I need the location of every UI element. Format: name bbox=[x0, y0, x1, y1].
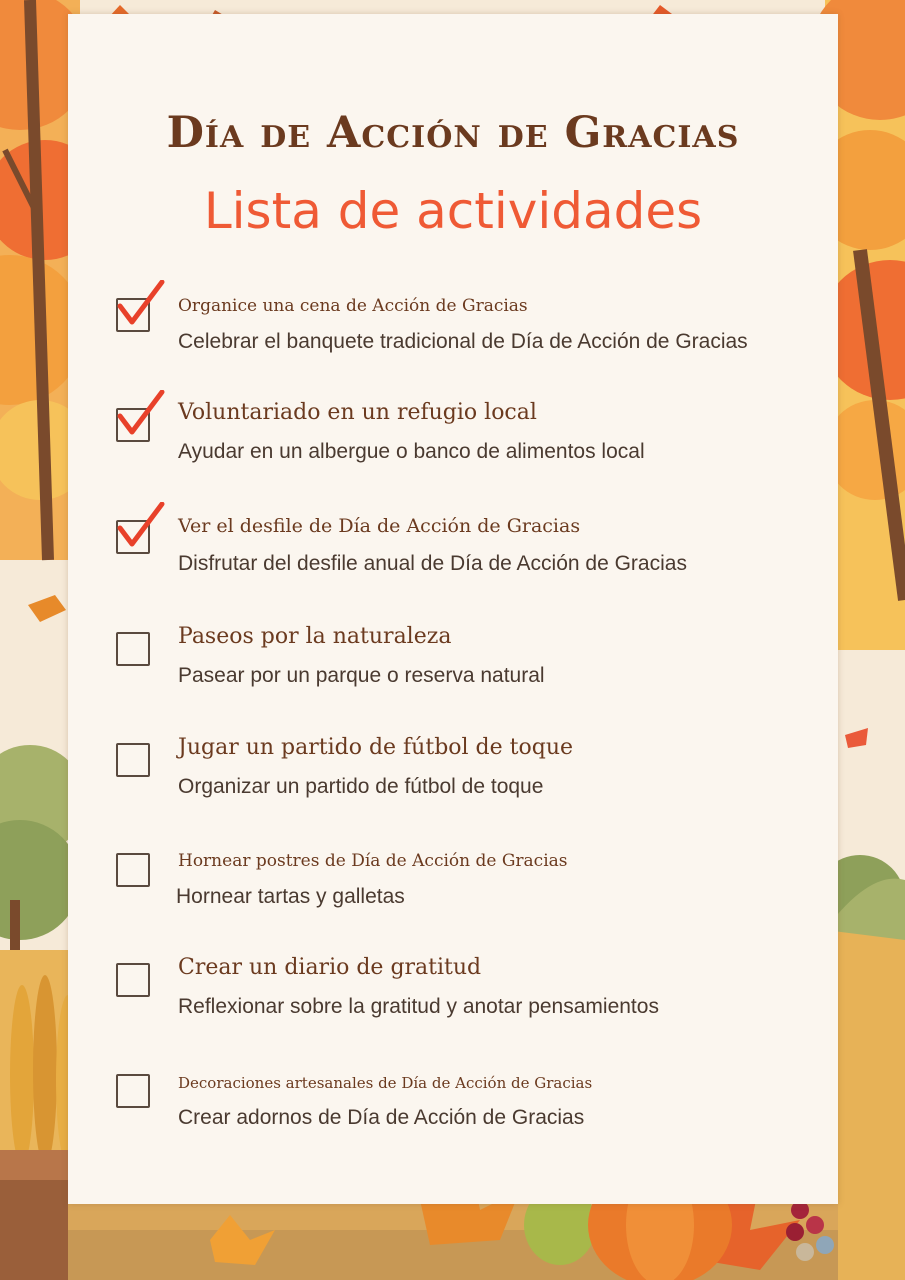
activity-description: Crear adornos de Día de Acción de Gracias bbox=[178, 1106, 585, 1129]
activity-description: Hornear tartas y galletas bbox=[176, 885, 405, 908]
page-title: Día de Acción de Gracias bbox=[166, 108, 740, 158]
activity-item bbox=[114, 396, 814, 496]
activity-description: Ayudar en un albergue o banco de alimentos local bbox=[178, 440, 645, 463]
checkbox-icon[interactable] bbox=[116, 743, 150, 777]
activity-description: Pasear por un parque o reserva natural bbox=[178, 664, 545, 687]
checkbox-icon[interactable] bbox=[116, 408, 150, 442]
activity-title: Jugar un partido de fútbol de toque bbox=[178, 735, 574, 760]
activity-title: Hornear postres de Día de Acción de Gracias bbox=[178, 851, 568, 871]
activity-description: Celebrar el banquete tradicional de Día de Acción de Gracias bbox=[178, 330, 748, 353]
activity-title: Paseos por la naturaleza bbox=[178, 624, 452, 649]
activity-title: Voluntariado en un refugio local bbox=[178, 400, 537, 425]
activity-item bbox=[114, 731, 814, 831]
checkbox-icon[interactable] bbox=[116, 298, 150, 332]
checkbox-icon[interactable] bbox=[116, 520, 150, 554]
activity-description: Reflexionar sobre la gratitud y anotar pensamientos bbox=[178, 995, 659, 1018]
activity-item bbox=[114, 620, 814, 720]
activity-item bbox=[114, 508, 814, 608]
activity-title: Ver el desfile de Día de Acción de Gracias bbox=[178, 515, 581, 537]
checkbox-icon[interactable] bbox=[116, 963, 150, 997]
activity-title: Decoraciones artesanales de Día de Acción de Gracias bbox=[178, 1074, 593, 1092]
checkbox-icon[interactable] bbox=[116, 632, 150, 666]
checkbox-icon[interactable] bbox=[116, 1074, 150, 1108]
activity-item bbox=[114, 1062, 814, 1162]
activity-item bbox=[114, 286, 814, 386]
activity-item bbox=[114, 951, 814, 1051]
activity-description: Organizar un partido de fútbol de toque bbox=[178, 775, 544, 798]
activity-description: Disfrutar del desfile anual de Día de Acción de Gracias bbox=[178, 552, 687, 575]
activity-item bbox=[114, 841, 814, 941]
checkbox-icon[interactable] bbox=[116, 853, 150, 887]
page-subtitle: Lista de actividades bbox=[203, 182, 703, 240]
activity-title: Organice una cena de Acción de Gracias bbox=[178, 296, 528, 316]
activity-title: Crear un diario de gratitud bbox=[178, 955, 482, 980]
